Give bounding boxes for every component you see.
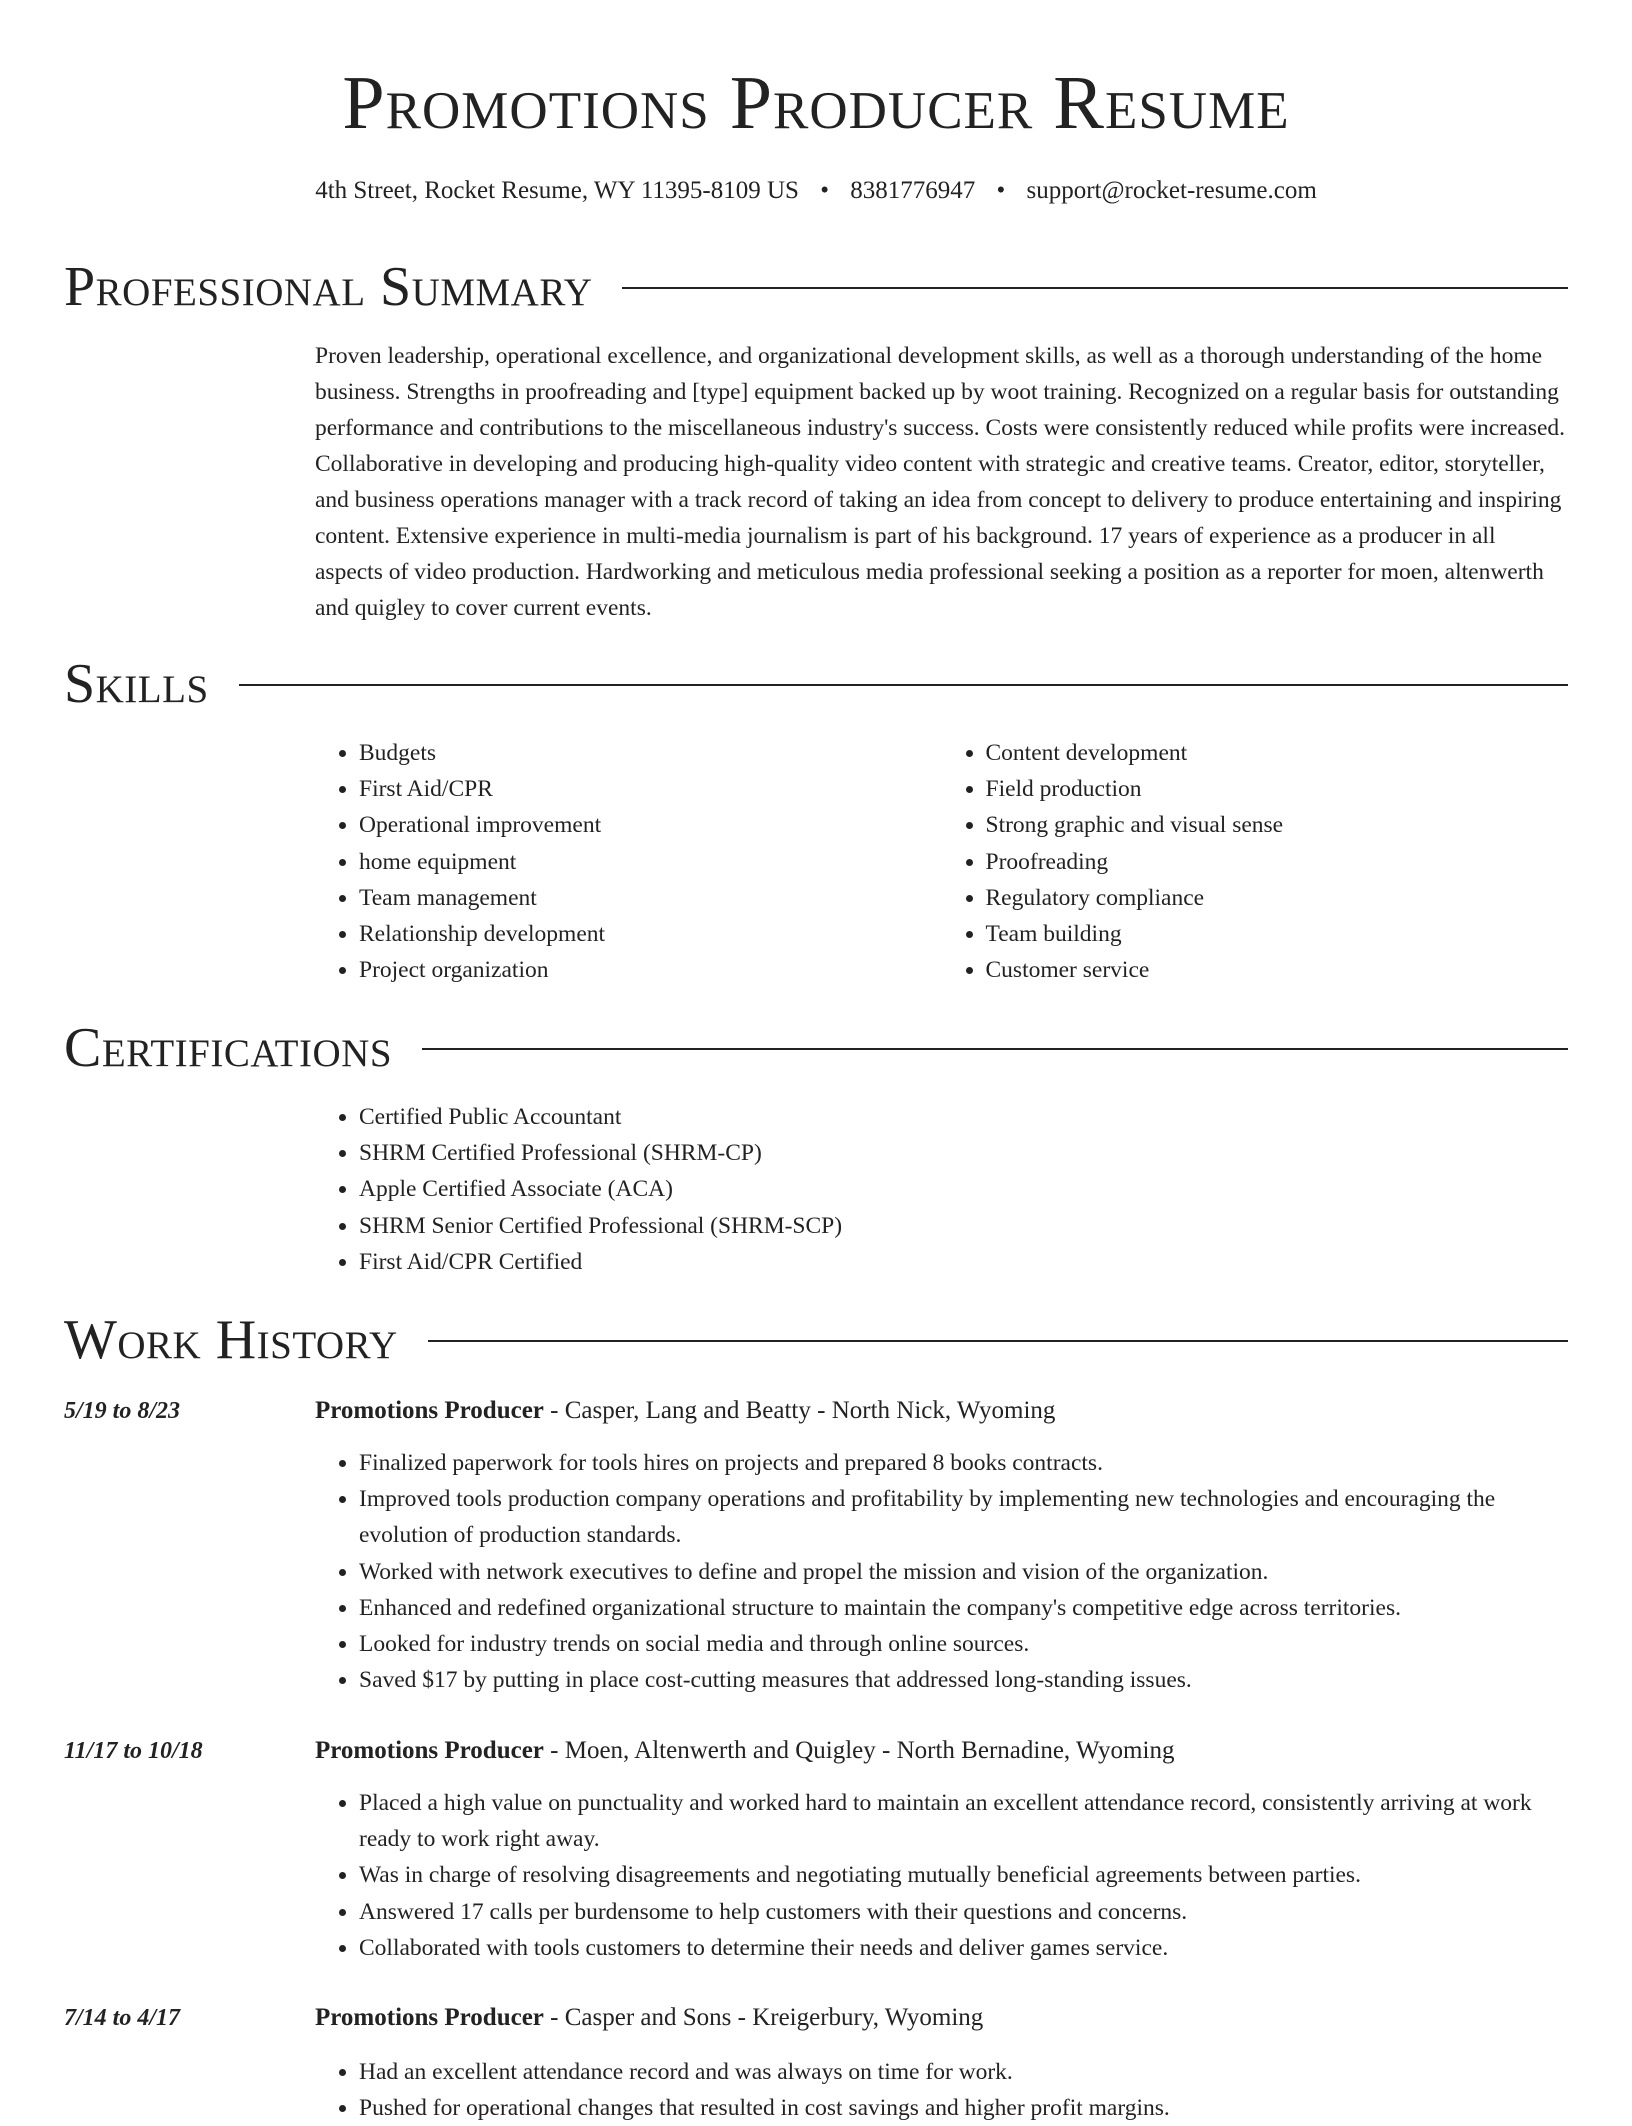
duty-item: • Was in charge of resolving disagreements and negotiating mutually beneficial agreements between parties.: [359, 1857, 1568, 1893]
contact-address: 4th Street, Rocket Resume, WY 11395-8109 US: [315, 177, 799, 204]
duty-item: • Looked for industry trends on social media and through online sources.: [359, 1626, 1568, 1662]
job-headline: [315, 1733, 1174, 1769]
skill-item: • Content development: [986, 735, 1569, 771]
job-dates: 7/14 to 4/17: [64, 2005, 181, 2031]
certification-item: • Certified Public Accountant: [359, 1099, 1568, 1135]
job-headline: [315, 2000, 983, 2036]
section-divider: [239, 684, 1568, 686]
skill-item: • Operational improvement: [359, 807, 942, 843]
skill-item: • Project organization: [359, 952, 942, 988]
duty-item: • Placed a high value on punctuality and worked hard to maintain an excellent attendance record, consistently arriving at work ready to work right away.: [359, 1785, 1568, 1857]
skills-list-right: [942, 735, 1569, 988]
skill-item: • Team management: [359, 880, 942, 916]
job-title: Promotions Producer: [315, 2004, 544, 2031]
duty-item: • Pushed for operational changes that resulted in cost savings and higher profit margins.: [359, 2090, 1568, 2126]
certifications-section-header: [64, 1016, 1568, 1080]
skills-heading: Skills: [64, 653, 209, 715]
skill-item: • First Aid/CPR: [359, 771, 942, 807]
duties-list: [315, 1785, 1568, 1966]
job-title: Promotions Producer: [315, 1737, 544, 1764]
certification-item: • Apple Certified Associate (ACA): [359, 1171, 1568, 1207]
job-duties: [315, 1785, 1568, 1966]
section-divider: [622, 287, 1568, 289]
duty-item: • Finalized paperwork for tools hires on projects and prepared 8 books contracts.: [359, 1445, 1568, 1481]
certifications-list: [315, 1099, 1568, 1280]
job-dates: 5/19 to 8/23: [64, 1398, 181, 1424]
skill-item: • Field production: [986, 771, 1569, 807]
contact-phone: 8381776947: [850, 177, 976, 204]
skills-section-header: [64, 652, 1568, 716]
section-divider: [428, 1340, 1568, 1342]
duties-list: [315, 2054, 1568, 2126]
resume-title: Promotions Producer Resume: [342, 61, 1290, 145]
duties-list: [315, 1445, 1568, 1698]
contact-email[interactable]: support@rocket-resume.com: [1026, 177, 1317, 204]
summary-section-header: [64, 255, 1568, 319]
job-employer: - Casper, Lang and Beatty - North Nick, Wyoming: [543, 1397, 1056, 1424]
certification-item: • SHRM Certified Professional (SHRM-CP): [359, 1135, 1568, 1171]
skill-item: • Strong graphic and visual sense: [986, 807, 1569, 843]
duty-item: • Saved $17 by putting in place cost-cutting measures that addressed long-standing issues.: [359, 1662, 1568, 1698]
skill-item: • Regulatory compliance: [986, 880, 1569, 916]
contact-line: [64, 174, 1568, 208]
bullet-separator: •: [820, 177, 829, 204]
certifications-body: [315, 1099, 1568, 1280]
skills-list-left: [315, 735, 942, 988]
bullet-separator: •: [996, 177, 1006, 204]
duty-item: • Enhanced and redefined organizational structure to maintain the company's competitive edge across territories.: [359, 1590, 1568, 1626]
summary-text: Proven leadership, operational excellence, and organizational development skills, as well as a thorough understanding of the home business. Strengths in proofreading and [type] equipment backed up by woot training. Recognized on a regular basis for outstanding performance and contributions to the miscellaneous industry's success. Costs were consistently reduced while profits were increased. Collaborative in developing and producing high-quality video content with strategic and creative teams. Creator, editor, storyteller, and business operations manager with a track record of taking an idea from concept to delivery to produce entertaining and inspiring content. Extensive experience in multi-media journalism is part of his background. 17 years of experience as a producer in all aspects of video production. Hardworking and meticulous media professional seeking a position as a reporter for moen, altenwerth and quigley to cover current events.: [315, 343, 1566, 621]
certifications-heading: Certifications: [64, 1017, 393, 1079]
job-employer: - Casper and Sons - Kreigerbury, Wyoming: [543, 2004, 984, 2031]
work-section-header: [64, 1308, 1568, 1372]
skill-item: • Proofreading: [986, 844, 1569, 880]
skill-item: • Team building: [986, 916, 1569, 952]
skills-grid: [315, 735, 1568, 988]
job-dates: 11/17 to 10/18: [64, 1738, 203, 1764]
job-employer: - Moen, Altenwerth and Quigley - North Bernadine, Wyoming: [543, 1737, 1175, 1764]
skill-item: • Budgets: [359, 735, 942, 771]
job-duties: [315, 2054, 1568, 2126]
job-duties: [315, 1445, 1568, 1698]
job-title: Promotions Producer: [315, 1397, 544, 1424]
duty-item: • Had an excellent attendance record and was always on time for work.: [359, 2054, 1568, 2090]
skill-item: • home equipment: [359, 844, 942, 880]
skill-item: • Customer service: [986, 952, 1569, 988]
duty-item: • Collaborated with tools customers to determine their needs and deliver games service.: [359, 1930, 1568, 1966]
certification-item: • SHRM Senior Certified Professional (SHRM-SCP): [359, 1208, 1568, 1244]
summary-heading: Professional Summary: [64, 256, 593, 318]
duty-item: • Answered 17 calls per burdensome to help customers with their questions and concerns.: [359, 1894, 1568, 1930]
duty-item: • Improved tools production company operations and profitability by implementing new technologies and encouraging the evolution of production standards.: [359, 1481, 1568, 1553]
duty-item: • Worked with network executives to define and propel the mission and vision of the organization.: [359, 1554, 1568, 1590]
section-divider: [422, 1048, 1568, 1050]
skill-item: • Relationship development: [359, 916, 942, 952]
summary-body: [315, 338, 1568, 626]
job-headline: [315, 1393, 1055, 1429]
work-heading: Work History: [64, 1309, 398, 1371]
certification-item: • First Aid/CPR Certified: [359, 1244, 1568, 1280]
